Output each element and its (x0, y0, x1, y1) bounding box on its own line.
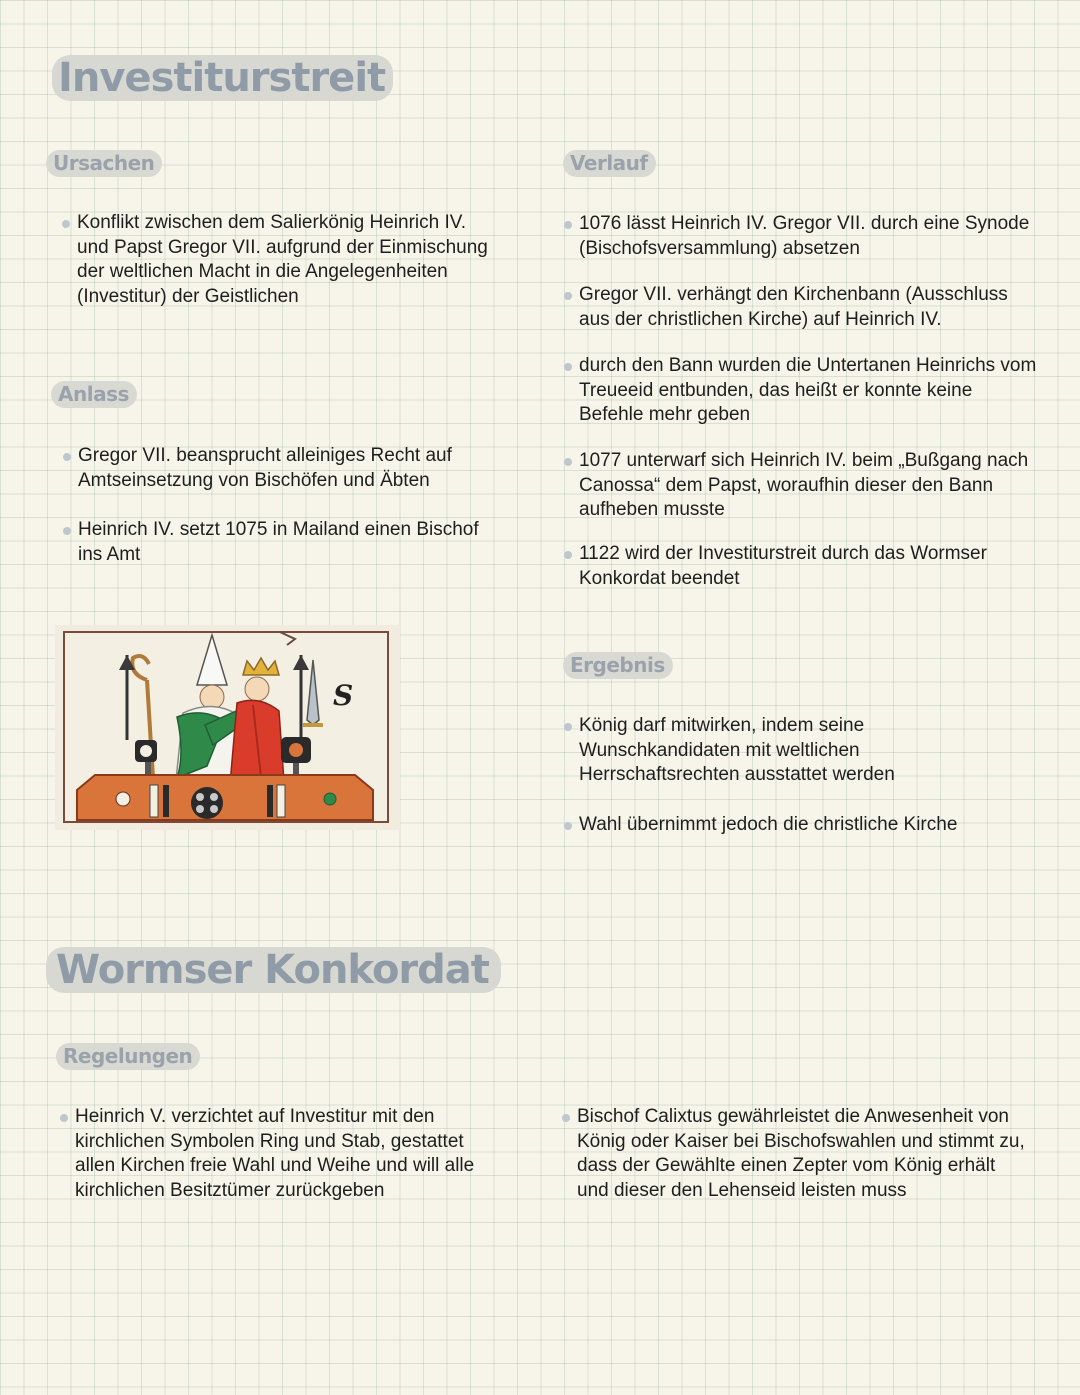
ergebnis-item: Wahl übernimmt jedoch die christliche Kirche (579, 813, 1039, 838)
verlauf-item: 1122 wird der Investiturstreit durch das Wormser Konkordat beendet (579, 542, 1039, 591)
svg-text:S: S (333, 679, 354, 712)
wormser-konkordat-title: Wormser Konkordat (46, 947, 501, 993)
verlauf-item: 1076 lässt Heinrich IV. Gregor VII. durch eine Synode (Bischofsversammlung) absetzen (579, 212, 1039, 261)
page-title: Investiturstreit (52, 55, 393, 101)
verlauf-item: 1077 unterwarf sich Heinrich IV. beim „Bußgang nach Canossa“ dem Papst, woraufhin dieser den Bann aufheben musste (579, 449, 1039, 523)
ergebnis-heading: Ergebnis (563, 652, 673, 679)
regelungen-item: Heinrich V. verzichtet auf Investitur mit den kirchlichen Symbolen Ring und Stab, gestattet allen Kirchen freie Wahl und Weihe und will alle kirchlichen Besitztümer zurückgeben (75, 1105, 495, 1203)
regelungen-heading: Regelungen (56, 1043, 200, 1070)
verlauf-heading: Verlauf (563, 150, 656, 177)
ursachen-item: Konflikt zwischen dem Salierkönig Heinrich IV. und Papst Gregor VII. aufgrund der Einmischung der weltlichen Macht in die Angelegenheiten (Investitur) der Geistlichen (77, 211, 497, 309)
medieval-miniature-image (55, 625, 400, 830)
anlass-heading: Anlass (51, 381, 137, 408)
anlass-item: Heinrich IV. setzt 1075 in Mailand einen Bischof ins Amt (78, 518, 498, 567)
verlauf-item: durch den Bann wurden die Untertanen Heinrichs vom Treueeid entbunden, das heißt er konnte keine Befehle mehr geben (579, 354, 1039, 428)
regelungen-item: Bischof Calixtus gewährleistet die Anwesenheit von König oder Kaiser bei Bischofswahlen und stimmt zu, dass der Gewählte einen Zepter vom König erhält und dieser den Lehenseid leisten muss (577, 1105, 1027, 1203)
ursachen-heading: Ursachen (46, 150, 162, 177)
verlauf-item: Gregor VII. verhängt den Kirchenbann (Ausschluss aus der christlichen Kirche) auf Heinrich IV. (579, 283, 1039, 332)
anlass-item: Gregor VII. beansprucht alleiniges Recht auf Amtseinsetzung von Bischöfen und Äbten (78, 444, 498, 493)
ergebnis-item: König darf mitwirken, indem seine Wunschkandidaten mit weltlichen Herrschaftsrechten ausstattet werden (579, 714, 959, 788)
